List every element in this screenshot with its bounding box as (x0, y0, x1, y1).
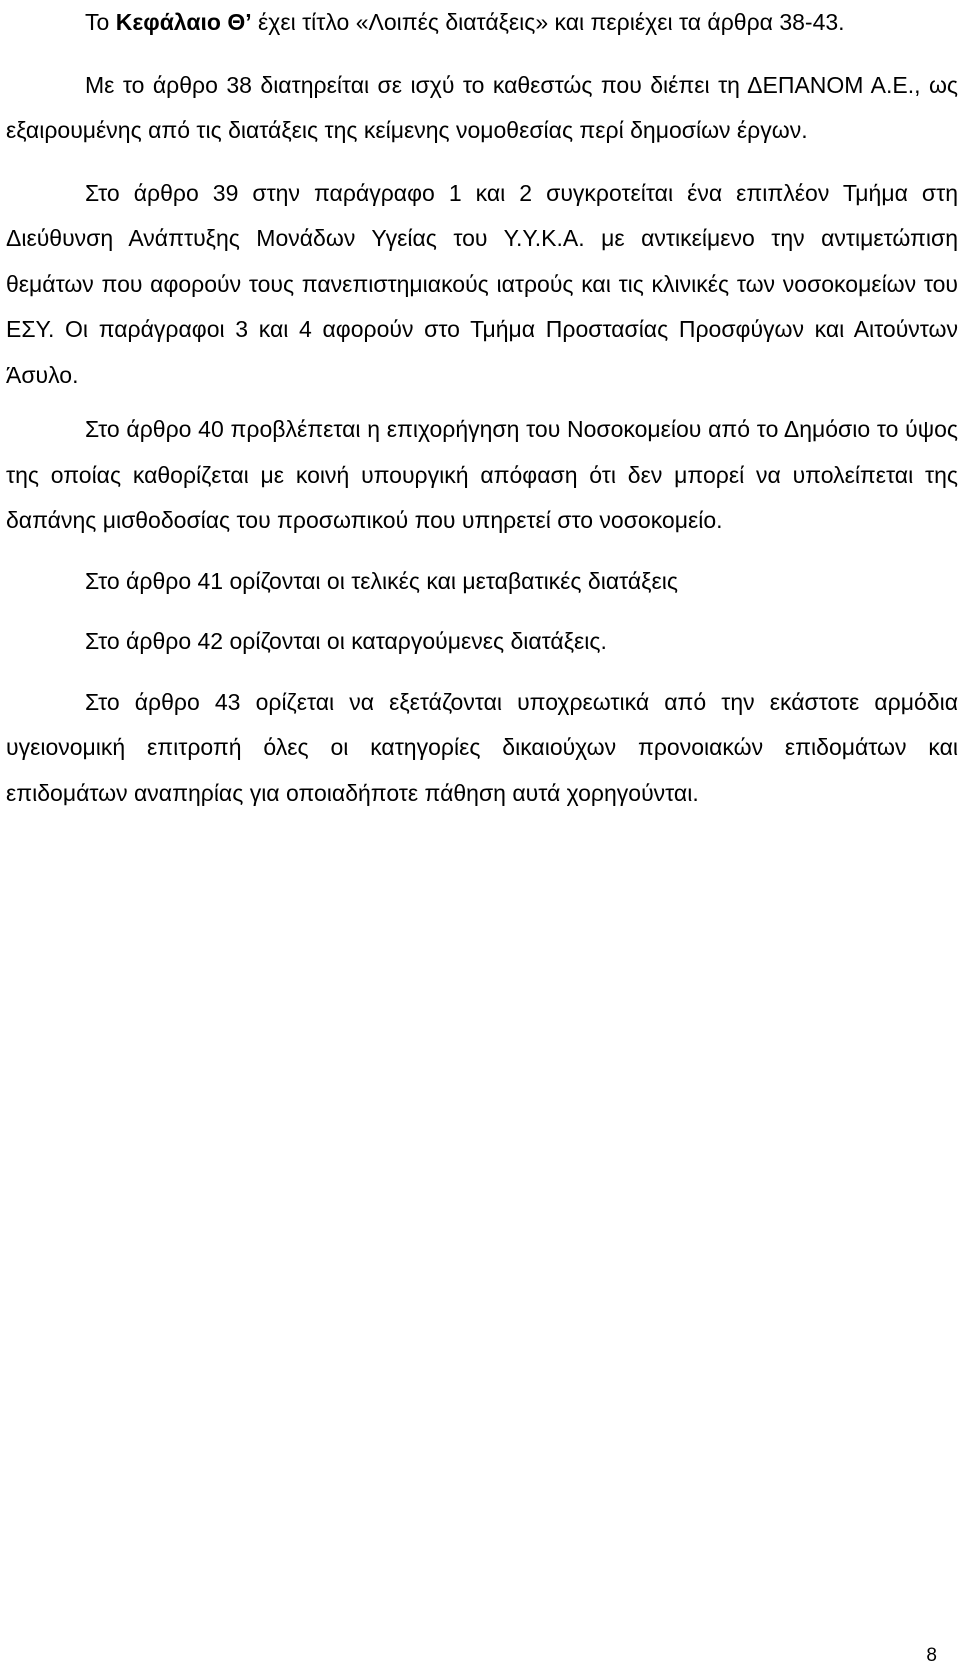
paragraph-article-39: Στο άρθρο 39 στην παράγραφο 1 και 2 συγκροτείται ένα επιπλέον Τμήμα στη Διεύθυνση Ανάπτυξης Μονάδων Υγείας του Υ.Υ.Κ.Α. με αντικείμενο την αντιμετώπιση θεμάτων που αφορούν τους πανεπιστημιακούς ιατρούς και τις κλινικές των νοσοκομείων του ΕΣΥ. Οι παράγραφοι 3 και 4 αφορούν στο Τμήμα Προστασίας Προσφύγων και Αιτούντων Άσυλο. (6, 179, 958, 388)
paragraph-chapter-intro (6, 0, 958, 46)
paragraph-article-40: Στο άρθρο 40 προβλέπεται η επιχορήγηση του Νοσοκομείου από το Δημόσιο το ύψος της οποίας καθορίζεται με κοινή υπουργική απόφαση ότι δεν μπορεί να υπολείπεται της δαπάνης μισθοδοσίας του προσωπικού που υπηρετεί στο νοσοκομείο. (6, 416, 958, 533)
chapter-intro-text-end: έχει τίτλο «Λοιπές διατάξεις» και περιέχει τα άρθρα 38-43. (251, 9, 845, 35)
paragraph-article-43: Στο άρθρο 43 ορίζεται να εξετάζονται υποχρεωτικά από την εκάστοτε αρμόδια υγειονομική επιτροπή όλες οι κατηγορίες δικαιούχων προνοιακών επιδομάτων και επιδομάτων αναπηρίας για οποιαδήποτε πάθηση αυτά χορηγούνται. (6, 688, 958, 806)
paragraph-article-42: Στο άρθρο 42 ορίζονται οι καταργούμενες διατάξεις. (85, 628, 607, 654)
chapter-title-bold: Κεφάλαιο Θ’ (115, 9, 252, 35)
paragraph-article-38: Με το άρθρο 38 διατηρείται σε ισχύ το καθεστώς που διέπει τη ΔΕΠΑΝΟΜ Α.Ε., ως εξαιρουμένης από τις διατάξεις της κείμενης νομοθεσίας περί δημοσίων έργων. (6, 71, 958, 143)
paragraph-article-41: Στο άρθρο 41 ορίζονται οι τελικές και μεταβατικές διατάξεις (85, 567, 678, 594)
page-number: 8 (926, 1645, 937, 1666)
chapter-intro-text-start: Το (85, 9, 116, 35)
document-body (6, 0, 958, 816)
